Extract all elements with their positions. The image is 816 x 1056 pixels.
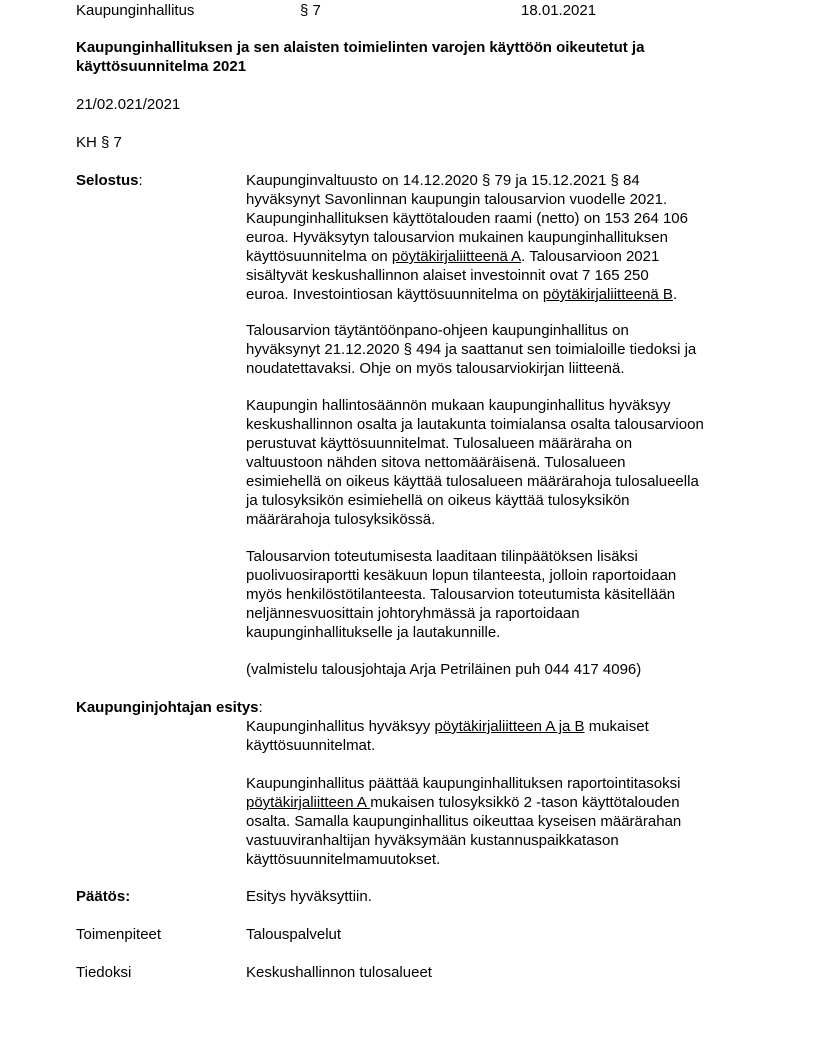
text-line: noudatettavaksi. Ohje on myös talousarviokirjan liitteenä.	[246, 360, 625, 377]
text-line: Kaupunginhallitus hyväksyy pöytäkirjaliitteen A ja B mukaiset	[246, 718, 649, 735]
header-section: § 7	[300, 2, 321, 19]
text-line: Talousarvion toteutumisesta laaditaan tilinpäätöksen lisäksi	[246, 548, 638, 565]
kh-reference: KH § 7	[76, 134, 122, 151]
attachment-ab-reference: pöytäkirjaliitteen A ja B	[434, 718, 585, 735]
esitys-label: Kaupunginjohtajan esitys:	[76, 699, 263, 716]
decision-value: Esitys hyväksyttiin.	[246, 888, 372, 905]
text-line: käyttösuunnitelmamuutokset.	[246, 851, 441, 868]
notify-value: Keskushallinnon tulosalueet	[246, 964, 432, 981]
text-line: osalta. Samalla kaupunginhallitus oikeuttaa kyseisen määrärahan	[246, 813, 682, 830]
notify-label: Tiedoksi	[76, 964, 132, 981]
decision-label: Päätös:	[76, 888, 131, 905]
preparer-note: (valmistelu talousjohtaja Arja Petriläinen puh 044 417 4096)	[246, 661, 642, 678]
text-line: Kaupunginhallituksen käyttötalouden raami (netto) on 153 264 106	[246, 210, 688, 227]
text-line: keskushallinnon osalta ja lautakunta toimialansa osalta talousarvioon	[246, 416, 704, 433]
text-line: valtuustoon nähden sitova nettomääräisenä. Tulosalueen	[246, 454, 626, 471]
text-line: Kaupungin hallintosäännön mukaan kaupunginhallitus hyväksyy	[246, 397, 671, 414]
text-line: käyttösuunnitelma on pöytäkirjaliitteenä A. Talousarvioon 2021	[246, 248, 660, 265]
text-line: neljännesvuosittain johtoryhmässä ja raportoidaan	[246, 605, 580, 622]
text-line: myös henkilöstötilanteesta. Talousarvion toteutumista käsitellään	[246, 586, 676, 603]
document-title-line-1: Kaupunginhallituksen ja sen alaisten toimielinten varojen käyttöön oikeutetut ja	[76, 39, 645, 56]
text-line: esimiehellä on oikeus käyttää tulosalueen määrärahoja tulosalueella	[246, 473, 699, 490]
text-line: Kaupunginvaltuusto on 14.12.2020 § 79 ja 15.12.2021 § 84	[246, 172, 640, 189]
text-line: hyväksynyt 21.12.2020 § 494 ja saattanut sen toimialoille tiedoksi ja	[246, 341, 697, 358]
text-line: vastuuviranhaltijan hyväksymään kustannuspaikkatason	[246, 832, 619, 849]
document-title-line-2: käyttösuunnitelma 2021	[76, 58, 247, 75]
text-line: määrärahoja tulosyksikössä.	[246, 511, 436, 528]
text-line: euroa. Investointiosan käyttösuunnitelma on pöytäkirjaliitteenä B.	[246, 286, 678, 303]
actions-value: Talouspalvelut	[246, 926, 342, 943]
attachment-a-reference: pöytäkirjaliitteen A	[246, 794, 371, 811]
text-line: sisältyvät keskushallinnon alaiset investoinnit ovat 7 165 250	[246, 267, 649, 284]
header-date: 18.01.2021	[521, 2, 597, 19]
record-number: 21/02.021/2021	[76, 96, 181, 113]
text-line: kaupunginhallitukselle ja lautakunnille.	[246, 624, 501, 641]
text-line: puolivuosiraportti kesäkuun lopun tilanteesta, jolloin raportoidaan	[246, 567, 677, 584]
text-line: ja tulosyksikön esimiehellä on oikeus käyttää tulosyksikön	[246, 492, 630, 509]
text-line: käyttösuunnitelmat.	[246, 737, 376, 754]
text-line: Talousarvion täytäntöönpano-ohjeen kaupunginhallitus on	[246, 322, 629, 339]
header-body: Kaupunginhallitus	[76, 2, 195, 19]
text-line: pöytäkirjaliitteen A mukaisen tulosyksikkö 2 -tason käyttötalouden	[246, 794, 680, 811]
text-line: Kaupunginhallitus päättää kaupunginhallituksen raportointitasoksi	[246, 775, 681, 792]
attachment-b-reference: pöytäkirjaliitteenä B	[542, 286, 673, 303]
text-line: hyväksynyt Savonlinnan kaupungin talousarvion vuodelle 2021.	[246, 191, 668, 208]
text-line: perustuvat käyttösuunnitelmat. Tulosalueen määräraha on	[246, 435, 633, 452]
attachment-a-reference: pöytäkirjaliitteenä A	[391, 248, 522, 265]
actions-label: Toimenpiteet	[76, 926, 162, 943]
selostus-label: Selostus:	[76, 172, 143, 189]
text-line: euroa. Hyväksytyn talousarvion mukainen kaupunginhallituksen	[246, 229, 668, 246]
